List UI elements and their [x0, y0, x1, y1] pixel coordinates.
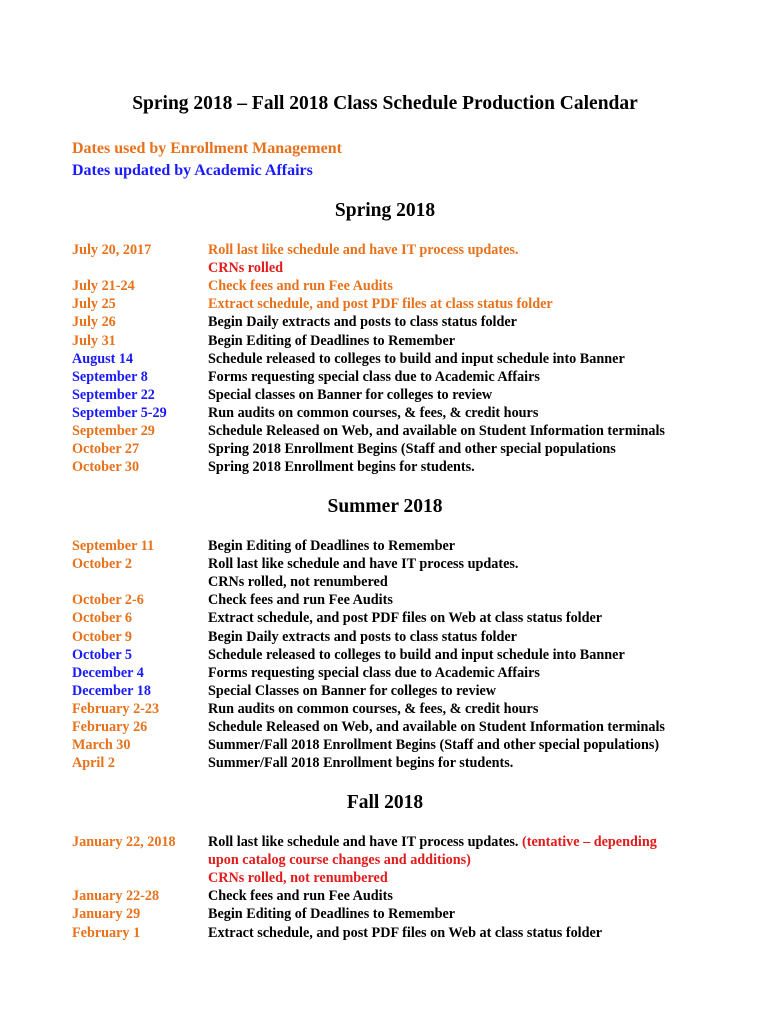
schedule-date: December 18	[72, 682, 151, 699]
schedule-description	[208, 386, 492, 404]
description-segment: Extract schedule, and post PDF files at class status folder	[208, 296, 553, 313]
schedule-row	[0, 754, 770, 772]
schedule-date: October 6	[72, 610, 133, 627]
legend-academic-affairs: Dates updated by Academic Affairs	[72, 162, 313, 179]
schedule-row	[0, 573, 770, 591]
description-segment: Schedule Released on Web, and available on Student Information terminals	[208, 423, 665, 439]
schedule-date: January 22-28	[72, 888, 160, 905]
schedule-row	[0, 609, 770, 627]
section-title: Spring 2018	[334, 200, 436, 221]
schedule-date: February 1	[72, 924, 141, 941]
schedule-row	[0, 350, 770, 368]
schedule-date: September 8	[72, 368, 148, 385]
schedule-row	[0, 700, 770, 718]
schedule-date: September 29	[72, 423, 155, 439]
schedule-description	[208, 736, 659, 754]
schedule-date: October 5	[72, 646, 133, 663]
schedule-date: February 26	[72, 719, 148, 735]
schedule-date: September 11	[72, 538, 155, 554]
legend-enrollment-management: Dates used by Enrollment Management	[72, 140, 342, 157]
schedule-description	[208, 313, 517, 331]
description-segment: Schedule released to colleges to build and input schedule into Banner	[208, 646, 625, 663]
schedule-row	[0, 851, 770, 869]
schedule-row	[0, 386, 770, 404]
description-segment: upon catalog course changes and additions)	[208, 852, 471, 869]
schedule-date: October 27	[72, 441, 140, 458]
schedule-date: July 21-24	[72, 278, 135, 295]
schedule-date: January 22, 2018	[72, 834, 176, 850]
description-segment: CRNs rolled, not renumbered	[208, 574, 388, 591]
schedule-description	[208, 905, 455, 923]
schedule-description	[208, 555, 518, 573]
schedule-description	[208, 833, 657, 851]
schedule-row	[0, 555, 770, 573]
schedule-date: October 2	[72, 556, 133, 573]
description-segment: Extract schedule, and post PDF files on Web at class status folder	[208, 610, 603, 627]
section-title: Fall 2018	[346, 792, 424, 813]
schedule-description	[208, 869, 388, 887]
schedule-description	[208, 718, 665, 736]
description-segment: Special Classes on Banner for colleges to review	[208, 682, 497, 699]
schedule-row	[0, 869, 770, 887]
schedule-description	[208, 609, 602, 627]
schedule-description	[208, 537, 455, 555]
description-segment: Forms requesting special class due to Academic Affairs	[208, 664, 540, 681]
schedule-row	[0, 332, 770, 350]
schedule-description	[208, 573, 388, 591]
description-segment: Special classes on Banner for colleges to review	[208, 386, 493, 403]
schedule-date: October 2-6	[72, 592, 144, 609]
schedule-description	[208, 591, 393, 609]
schedule-date: October 30	[72, 459, 140, 476]
description-segment: Begin Daily extracts and posts to class status folder	[208, 314, 517, 331]
schedule-description	[208, 924, 602, 942]
schedule-description	[208, 851, 471, 869]
description-segment: Run audits on common courses, & fees, & credit hours	[208, 404, 539, 421]
schedule-row	[0, 259, 770, 277]
schedule-row	[0, 241, 770, 259]
document-title: Spring 2018 – Fall 2018 Class Schedule Production Calendar	[132, 93, 638, 114]
schedule-row	[0, 591, 770, 609]
schedule-description	[208, 259, 283, 277]
description-segment: Begin Daily extracts and posts to class status folder	[208, 628, 517, 645]
schedule-row	[0, 313, 770, 331]
schedule-row	[0, 368, 770, 386]
schedule-description	[208, 404, 538, 422]
schedule-date: February 2-23	[72, 700, 160, 717]
description-segment: Begin Editing of Deadlines to Remember	[208, 906, 456, 923]
description-segment: Spring 2018 Enrollment begins for students.	[208, 459, 475, 476]
description-segment: Roll last like schedule and have IT process updates.	[208, 556, 519, 573]
schedule-row	[0, 404, 770, 422]
section-title: Summer 2018	[327, 496, 443, 517]
description-segment: Check fees and run Fee Audits	[208, 278, 393, 295]
schedule-row	[0, 682, 770, 700]
schedule-row	[0, 537, 770, 555]
schedule-date: March 30	[72, 737, 131, 754]
schedule-description	[208, 350, 625, 368]
description-segment: Extract schedule, and post PDF files on Web at class status folder	[208, 924, 603, 941]
schedule-date: April 2	[72, 755, 115, 772]
schedule-description	[208, 422, 665, 440]
schedule-date: September 5-29	[72, 404, 167, 421]
schedule-date: July 20, 2017	[72, 242, 152, 258]
schedule-description	[208, 277, 393, 295]
description-segment: CRNs rolled, not renumbered	[208, 870, 388, 887]
description-segment: Summer/Fall 2018 Enrollment Begins (Staff and other special populations)	[208, 737, 660, 754]
schedule-date: August 14	[72, 350, 134, 367]
schedule-row	[0, 295, 770, 313]
schedule-row	[0, 458, 770, 476]
schedule-description	[208, 887, 393, 905]
description-segment: Summer/Fall 2018 Enrollment begins for students.	[208, 755, 514, 772]
schedule-description	[208, 332, 455, 350]
description-segment: Roll last like schedule and have IT process updates.	[208, 242, 519, 258]
schedule-row	[0, 887, 770, 905]
schedule-description	[208, 646, 625, 664]
description-segment: Begin Editing of Deadlines to Remember	[208, 538, 456, 554]
schedule-description	[208, 628, 517, 646]
schedule-description	[208, 241, 518, 259]
description-segment: Check fees and run Fee Audits	[208, 592, 393, 609]
schedule-row	[0, 905, 770, 923]
description-segment: (tentative – depending	[522, 834, 657, 850]
schedule-date: September 22	[72, 386, 155, 403]
schedule-description	[208, 458, 475, 476]
schedule-row	[0, 646, 770, 664]
description-segment: Begin Editing of Deadlines to Remember	[208, 332, 456, 349]
schedule-description	[208, 368, 540, 386]
schedule-description	[208, 682, 496, 700]
description-segment: Schedule released to colleges to build and input schedule into Banner	[208, 350, 625, 367]
schedule-row	[0, 736, 770, 754]
description-segment: Roll last like schedule and have IT process updates.	[208, 834, 523, 850]
schedule-row	[0, 422, 770, 440]
schedule-description	[208, 440, 616, 458]
description-segment: Run audits on common courses, & fees, & credit hours	[208, 700, 539, 717]
description-segment: Schedule Released on Web, and available on Student Information terminals	[208, 719, 665, 735]
schedule-date: July 25	[72, 296, 116, 313]
schedule-description	[208, 754, 513, 772]
description-segment: Spring 2018 Enrollment Begins (Staff and other special populations	[208, 441, 616, 458]
description-segment: Forms requesting special class due to Academic Affairs	[208, 368, 540, 385]
description-segment: Check fees and run Fee Audits	[208, 888, 393, 905]
schedule-row	[0, 664, 770, 682]
schedule-description	[208, 664, 540, 682]
schedule-description	[208, 295, 553, 313]
schedule-row	[0, 277, 770, 295]
schedule-date: July 31	[72, 332, 116, 349]
schedule-row	[0, 718, 770, 736]
schedule-row	[0, 440, 770, 458]
schedule-date: December 4	[72, 664, 144, 681]
schedule-row	[0, 924, 770, 942]
schedule-description	[208, 700, 538, 718]
schedule-date: October 9	[72, 628, 133, 645]
schedule-row	[0, 833, 770, 851]
schedule-date: July 26	[72, 314, 116, 331]
description-segment: CRNs rolled	[208, 260, 284, 277]
schedule-row	[0, 628, 770, 646]
schedule-date: January 29	[72, 906, 141, 923]
